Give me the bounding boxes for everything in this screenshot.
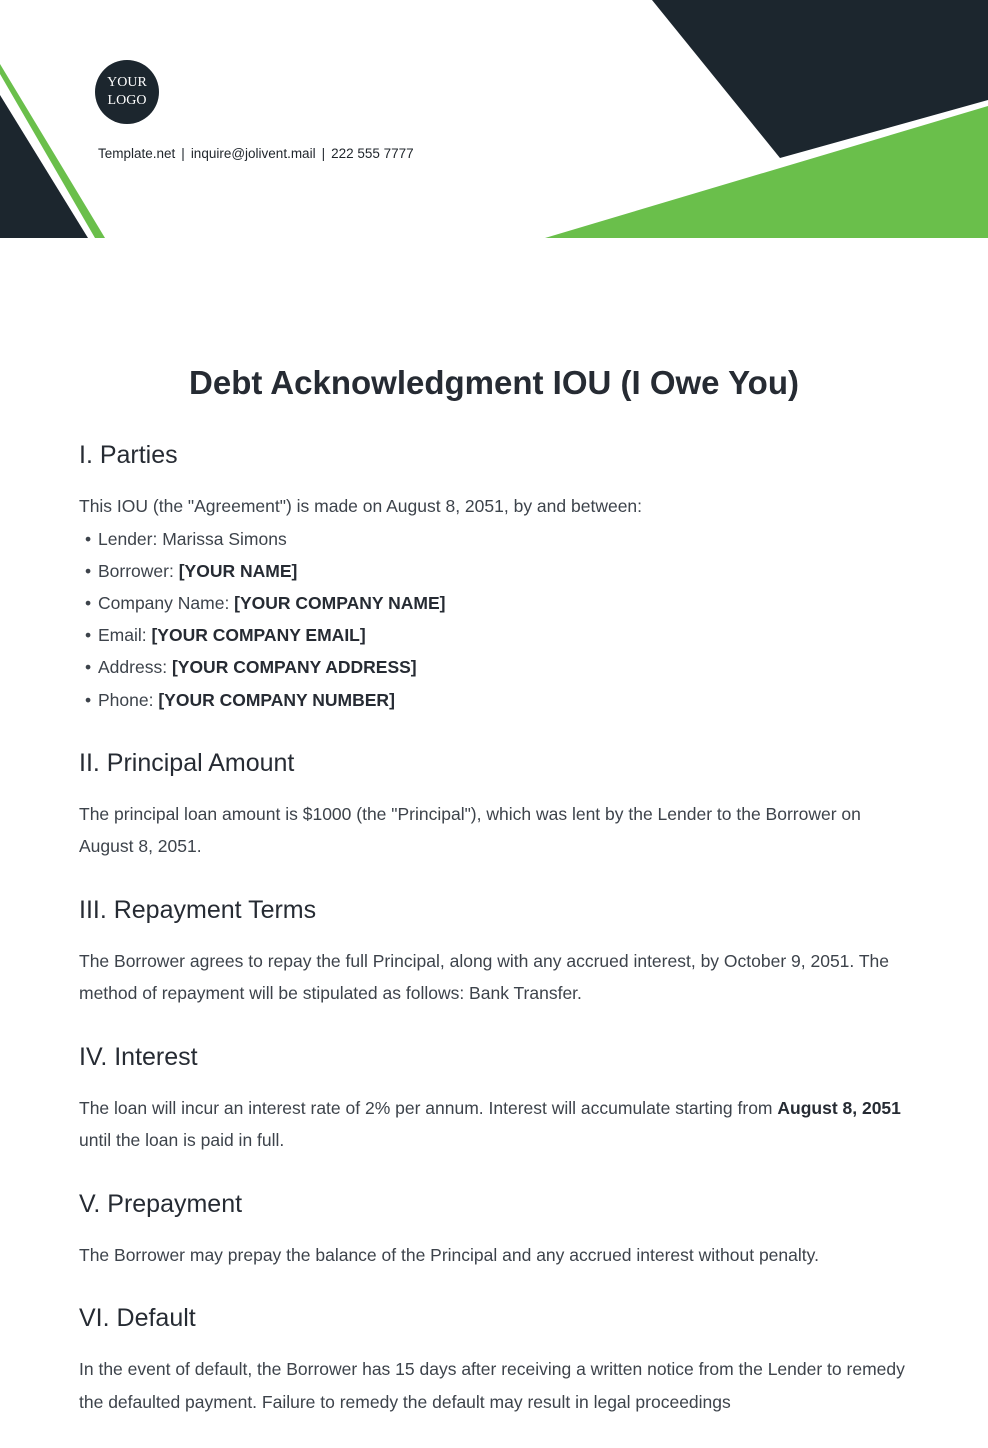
header-decoration	[0, 0, 988, 240]
section-principal	[79, 746, 909, 863]
logo-line-2: LOGO	[107, 93, 147, 108]
document-header	[0, 0, 988, 240]
party-label: Email:	[98, 625, 152, 646]
left-dark-triangle	[0, 95, 88, 238]
company-logo	[95, 60, 159, 124]
list-item: • Lender: Marissa Simons	[85, 528, 287, 549]
party-value: [YOUR COMPANY NAME]	[234, 592, 446, 613]
section-heading: II. Principal Amount	[79, 748, 295, 777]
section-prepayment	[79, 1187, 909, 1272]
party-label: Company Name:	[98, 592, 235, 613]
interest-text	[79, 1092, 909, 1157]
list-item: • Company Name: [YOUR COMPANY NAME]	[85, 592, 446, 613]
logo-line-1: YOUR	[107, 75, 147, 90]
contact-phone: 222 555 7777	[331, 146, 414, 161]
party-value: [YOUR NAME]	[178, 560, 298, 581]
prepayment-text: The Borrower may prepay the balance of the Principal and any accrued interest without penalty.	[79, 1244, 819, 1265]
list-item: • Phone: [YOUR COMPANY NUMBER]	[85, 689, 395, 710]
party-label: Phone:	[98, 689, 159, 710]
section-default	[79, 1301, 909, 1418]
parties-list	[79, 523, 909, 716]
party-label: Address:	[98, 657, 172, 678]
document-title: Debt Acknowledgment IOU (I Owe You)	[189, 364, 799, 401]
section-heading: I. Parties	[79, 441, 178, 469]
section-interest	[79, 1040, 909, 1157]
party-value: [YOUR COMPANY NUMBER]	[158, 689, 395, 710]
interest-text-start: The loan will incur an interest rate of 2% per annum. Interest will accumulate starting from	[79, 1097, 778, 1118]
default-text: In the event of default, the Borrower has 15 days after receiving a written notice from the Lender to remedy the defaulted payment. Failure to remedy the default may result in legal proceedings	[79, 1359, 905, 1412]
list-item: • Borrower: [YOUR NAME]	[85, 560, 298, 581]
section-heading: V. Prepayment	[79, 1189, 243, 1218]
section-heading: IV. Interest	[79, 1042, 198, 1071]
interest-start-date: August 8, 2051	[777, 1097, 901, 1118]
section-heading: VI. Default	[79, 1304, 196, 1333]
interest-text-end: until the loan is paid in full.	[79, 1130, 285, 1151]
section-parties	[79, 438, 909, 716]
section-repayment	[79, 893, 909, 1010]
contact-separator: |	[321, 146, 326, 161]
list-item: • Address: [YOUR COMPANY ADDRESS]	[85, 657, 417, 678]
party-value: [YOUR COMPANY ADDRESS]	[171, 657, 417, 678]
contact-line	[98, 146, 414, 161]
parties-intro: This IOU (the "Agreement") is made on August 8, 2051, by and between:	[79, 496, 643, 516]
contact-separator: |	[181, 146, 185, 161]
party-label: Borrower:	[98, 560, 179, 581]
list-item: • Email: [YOUR COMPANY EMAIL]	[85, 625, 366, 646]
section-heading: III. Repayment Terms	[79, 895, 317, 924]
document-body	[79, 438, 909, 1448]
party-value: [YOUR COMPANY EMAIL]	[151, 625, 366, 646]
principal-text: The principal loan amount is $1000 (the "Principal"), which was lent by the Lender to the Borrower on August 8, 2051.	[79, 803, 861, 857]
contact-email: inquire@jolivent.mail	[190, 146, 316, 161]
repayment-text: The Borrower agrees to repay the full Principal, along with any accrued interest, by October 9, 2051. The method of repayment will be stipulated as follows: Bank Transfer.	[79, 950, 889, 1004]
party-label: Lender: Marissa Simons	[98, 528, 287, 549]
contact-website: Template.net	[98, 146, 176, 161]
